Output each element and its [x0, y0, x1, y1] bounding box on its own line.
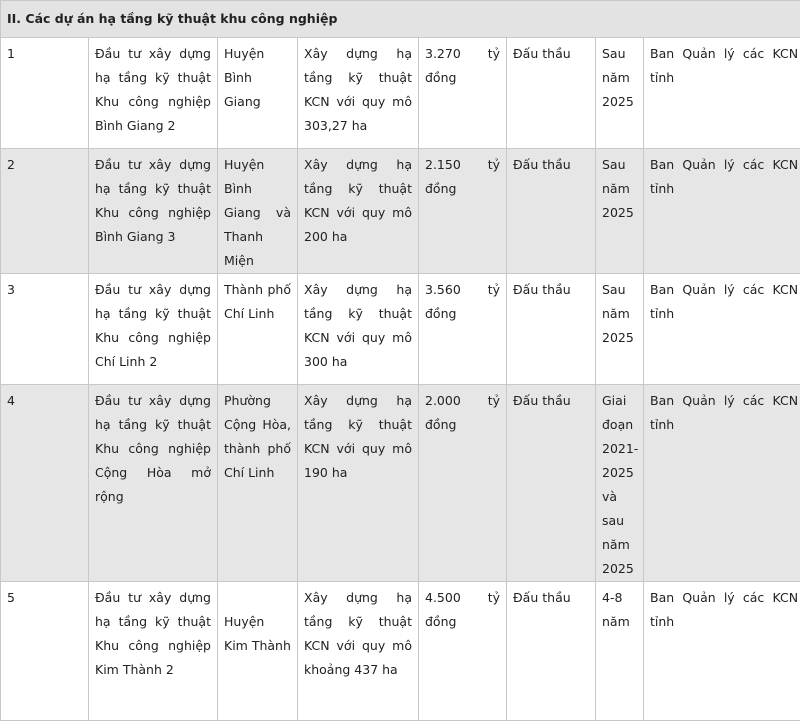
project-agency: Ban Quản lý các KCN tỉnh: [644, 582, 800, 721]
section-header-row: [1, 1, 800, 38]
project-time: Giai đoạn 2021-2025 và sau năm 2025: [596, 385, 644, 582]
table-row: [1, 385, 800, 582]
project-location: Huyện Bình Giang: [218, 38, 298, 149]
project-location: Phường Cộng Hòa, thành phố Chí Linh: [218, 385, 298, 582]
section-title: II. Các dự án hạ tầng kỹ thuật khu công nghiệp: [1, 1, 800, 38]
table-row: [1, 38, 800, 149]
project-time: Sau năm 2025: [596, 38, 644, 149]
project-agency: Ban Quản lý các KCN tỉnh: [644, 149, 800, 274]
project-method: Đấu thầu: [507, 385, 596, 582]
project-agency: Ban Quản lý các KCN tỉnh: [644, 274, 800, 385]
project-scale: Xây dựng hạ tầng kỹ thuật KCN với quy mô 303,27 ha: [298, 38, 419, 149]
project-capital: 2.000 tỷ đồng: [419, 385, 507, 582]
row-number: 5: [1, 582, 89, 721]
project-name: Đầu tư xây dựng hạ tầng kỹ thuật Khu công nghiệp Bình Giang 2: [89, 38, 218, 149]
project-scale: Xây dựng hạ tầng kỹ thuật KCN với quy mô khoảng 437 ha: [298, 582, 419, 721]
project-name: Đầu tư xây dựng hạ tầng kỹ thuật Khu công nghiệp Kim Thành 2: [89, 582, 218, 721]
project-scale: Xây dựng hạ tầng kỹ thuật KCN với quy mô 200 ha: [298, 149, 419, 274]
table-row: [1, 274, 800, 385]
project-agency: Ban Quản lý các KCN tỉnh: [644, 38, 800, 149]
project-time: Sau năm 2025: [596, 274, 644, 385]
row-number: 1: [1, 38, 89, 149]
row-number: 4: [1, 385, 89, 582]
project-agency: Ban Quản lý các KCN tỉnh: [644, 385, 800, 582]
project-method: Đấu thầu: [507, 38, 596, 149]
project-capital: 4.500 tỷ đồng: [419, 582, 507, 721]
project-capital: 3.270 tỷ đồng: [419, 38, 507, 149]
row-number: 2: [1, 149, 89, 274]
project-capital: 3.560 tỷ đồng: [419, 274, 507, 385]
table-row: [1, 582, 800, 721]
project-scale: Xây dựng hạ tầng kỹ thuật KCN với quy mô 190 ha: [298, 385, 419, 582]
project-method: Đấu thầu: [507, 274, 596, 385]
project-location: Huyện Bình Giang và Thanh Miện: [218, 149, 298, 274]
project-method: Đấu thầu: [507, 582, 596, 721]
project-name: Đầu tư xây dựng hạ tầng kỹ thuật Khu công nghiệp Chí Linh 2: [89, 274, 218, 385]
project-time: 4-8 năm: [596, 582, 644, 721]
project-time: Sau năm 2025: [596, 149, 644, 274]
row-number: 3: [1, 274, 89, 385]
project-capital: 2.150 tỷ đồng: [419, 149, 507, 274]
project-scale: Xây dựng hạ tầng kỹ thuật KCN với quy mô 300 ha: [298, 274, 419, 385]
project-location: Thành phố Chí Linh: [218, 274, 298, 385]
table-row: [1, 149, 800, 274]
project-method: Đấu thầu: [507, 149, 596, 274]
project-location: Huyện Kim Thành: [218, 582, 298, 721]
project-name: Đầu tư xây dựng hạ tầng kỹ thuật Khu công nghiệp Cộng Hòa mở rộng: [89, 385, 218, 582]
project-name: Đầu tư xây dựng hạ tầng kỹ thuật Khu công nghiệp Bình Giang 3: [89, 149, 218, 274]
